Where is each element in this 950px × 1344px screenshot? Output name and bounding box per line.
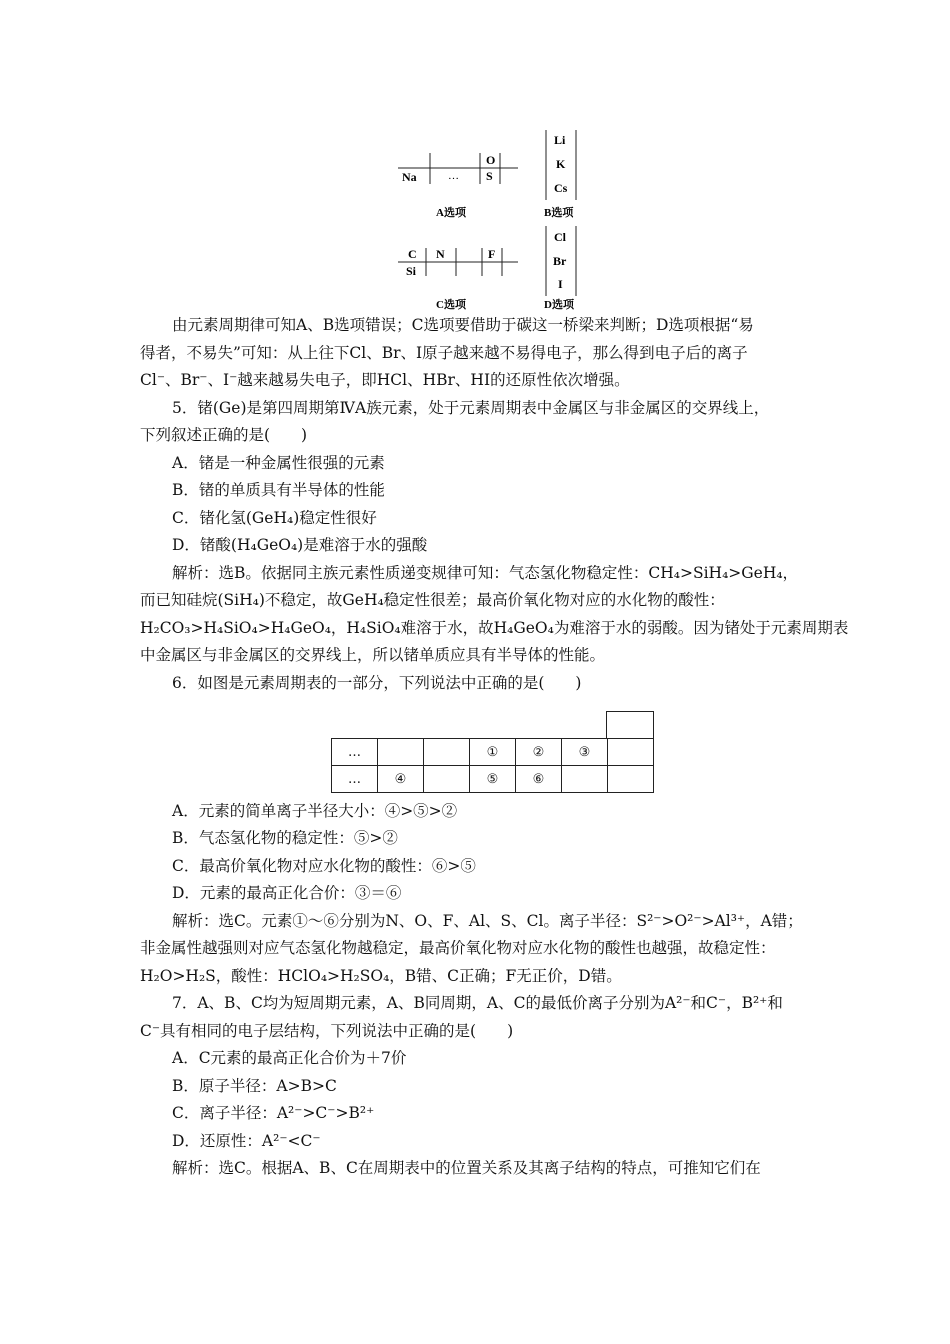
q6-analysis: H₂O>H₂S，酸性：HClO₄>H₂SO₄，B错、C正确；F无正价，D错。 <box>140 967 622 985</box>
q7-option-d: D．还原性：A²⁻<C⁻ <box>172 1132 321 1150</box>
q5-analysis: 中金属区与非金属区的交界线上，所以锗单质应具有半导体的性能。 <box>140 646 606 664</box>
cell-k: K <box>556 157 566 171</box>
caption-b: B选项 <box>544 207 574 219</box>
q6-top-cell <box>606 711 654 739</box>
q6-periodic-table <box>331 738 654 793</box>
q7-stem: 7．A、B、C均为短周期元素，A、B同周期，A、C的最低价离子分别为A²⁻和C⁻，B²⁺和 <box>172 994 783 1012</box>
table-cell: ① <box>470 739 516 766</box>
explanation4-line: Cl⁻、Br⁻、I⁻越来越易失电子，即HCl、HBr、HI的还原性依次增强。 <box>140 371 630 389</box>
cell-ellipsis: … <box>448 170 459 182</box>
table-cell <box>608 766 654 793</box>
cell-br: Br <box>553 254 567 268</box>
cell-cl: Cl <box>554 230 566 244</box>
periodic-fragment-figure <box>390 128 600 314</box>
table-cell: ⑤ <box>470 766 516 793</box>
table-cell: ⑥ <box>516 766 562 793</box>
explanation4-line: 由元素周期律可知A、B选项错误；C选项要借助于碳这一桥梁来判断；D选项根据“易 <box>172 316 754 334</box>
cell-si: Si <box>406 264 417 278</box>
cell-c: C <box>408 247 417 261</box>
q5-analysis: H₂CO₃>H₄SiO₄>H₄GeO₄，H₄SiO₄难溶于水，故H₄GeO₄为难溶于水的弱酸。因为锗处于元素周期表 <box>140 619 849 637</box>
q5-option-c: C．锗化氢(GeH₄)稳定性很好 <box>172 509 377 527</box>
table-cell <box>378 739 424 766</box>
q6-option-b: B．气态氢化物的稳定性：⑤>② <box>172 829 398 847</box>
table-cell: … <box>332 739 378 766</box>
q5-analysis: 解析：选B。依据同主族元素性质递变规律可知：气态氢化物稳定性：CH₄>SiH₄>GeH₄， <box>172 564 799 582</box>
q7-option-b: B．原子半径：A>B>C <box>172 1077 337 1095</box>
table-cell: ③ <box>562 739 608 766</box>
q7-stem: C⁻具有相同的电子层结构，下列说法中正确的是( ) <box>140 1022 514 1040</box>
table-cell <box>608 739 654 766</box>
q7-option-c: C．离子半径：A²⁻>C⁻>B²⁺ <box>172 1104 375 1122</box>
q7-analysis: 解析：选C。根据A、B、C在周期表中的位置关系及其离子结构的特点，可推知它们在 <box>172 1159 761 1177</box>
cell-s: S <box>486 169 493 183</box>
table-cell: … <box>332 766 378 793</box>
table-cell <box>562 766 608 793</box>
q5-option-d: D．锗酸(H₄GeO₄)是难溶于水的强酸 <box>172 536 428 554</box>
caption-a: A选项 <box>436 207 466 219</box>
caption-d: D选项 <box>544 299 574 311</box>
table-cell: ④ <box>378 766 424 793</box>
option-b-diagram <box>544 130 576 219</box>
table-cell: ② <box>516 739 562 766</box>
cell-o: O <box>486 153 496 167</box>
q5-option-a: A．锗是一种金属性很强的元素 <box>172 454 385 472</box>
q7-option-a: A．C元素的最高正化合价为＋7价 <box>172 1049 407 1067</box>
table-cell <box>424 739 470 766</box>
option-c-diagram <box>398 247 518 311</box>
q6-option-a: A．元素的简单离子半径大小：④>⑤>② <box>172 802 458 820</box>
q6-option-d: D．元素的最高正化合价：③＝⑥ <box>172 884 402 902</box>
q5-stem: 下列叙述正确的是( ) <box>140 426 308 444</box>
q6-analysis: 非金属性越强则对应气态氢化物越稳定，最高价氧化物对应水化物的酸性也越强，故稳定性： <box>140 939 776 957</box>
table-row <box>332 766 654 793</box>
q5-option-b: B．锗的单质具有半导体的性能 <box>172 481 385 499</box>
q5-stem: 5．锗(Ge)是第四周期第ⅣA族元素，处于元素周期表中金属区与非金属区的交界线上， <box>172 399 770 417</box>
option-d-diagram <box>544 226 576 311</box>
q6-stem: 6．如图是元素周期表的一部分，下列说法中正确的是( ) <box>172 674 582 692</box>
cell-i: I <box>558 277 563 291</box>
cell-na: Na <box>402 170 417 184</box>
caption-c: C选项 <box>436 299 466 311</box>
cell-n: N <box>436 247 445 261</box>
q6-analysis: 解析：选C。元素①～⑥分别为N、O、F、Al、S、Cl。离子半径：S²⁻>O²⁻>Al³⁺，A错； <box>172 912 803 930</box>
table-row <box>332 739 654 766</box>
option-a-diagram <box>398 153 518 219</box>
q5-analysis: 而已知硅烷(SiH₄)不稳定，故GeH₄稳定性很差；最高价氧化物对应的水化物的酸性： <box>140 591 725 609</box>
cell-f: F <box>488 247 496 261</box>
cell-li: Li <box>554 133 566 147</box>
q6-option-c: C．最高价氧化物对应水化物的酸性：⑥>⑤ <box>172 857 476 875</box>
explanation4-line: 得者，不易失”可知：从上往下Cl、Br、I原子越来越不易得电子，那么得到电子后的离子 <box>140 344 748 362</box>
cell-cs: Cs <box>554 181 568 195</box>
table-cell <box>424 766 470 793</box>
